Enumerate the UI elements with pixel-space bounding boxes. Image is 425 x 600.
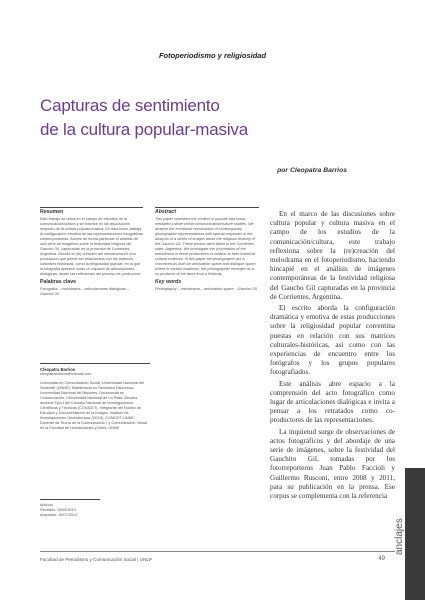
keywords-heading: Palabras clave	[40, 279, 77, 285]
author-info	[40, 367, 150, 431]
author-bio: Licenciada en Comunicación Social, Universidad Nacional del Nordeste (UNNE). Maestranda en Semiótica Discursiva, Universidad Nacional de Misiones. Doctoranda en Comunicación, Universidad Nacional de La Plata. Becaria doctoral Tipo I del Consejo Nacional de Investigaciones Científicas y Técnicas (CONICET). Integrante del Núcleo de Estudios y Documentación de la Imagen, Instituto de Investigaciones Geohistóricas (IIGHI), CONICET-UNNE. Docente de Teoría de la Comunicación I y Comunicación Visual en la Facultad de Humanidades y Artes, UNNE.	[40, 381, 147, 430]
rule-abstract	[155, 207, 259, 208]
body-paragraph: Este análisis abre espacio a la comprensión del acto fotográfico como lugar de articulaciones dialógicas e invita a pensar a los retratados como co-productores de las representaciones.	[270, 379, 395, 425]
footer-rule	[40, 551, 395, 552]
page-number: 49	[378, 556, 385, 562]
resumen-heading: Resumen	[40, 209, 64, 215]
rule-dates	[40, 499, 100, 500]
key-words-heading: Key words	[155, 279, 182, 285]
key-words-text: Photography – melodrama – articulation space – Gaucho Gil	[155, 287, 257, 291]
abstract-heading: Abstract	[155, 209, 177, 215]
author-email: cleopatrabarrios@hotmail.com	[40, 372, 92, 376]
article-dates	[40, 503, 77, 518]
body-column	[270, 210, 395, 503]
footer-institution: Facultad de Periodismo y Comunicación Social | UNLP	[40, 557, 153, 562]
rule-author-info	[40, 363, 150, 364]
side-tab-bar	[405, 468, 425, 600]
side-tab-label: anclajes	[394, 518, 405, 555]
abstract-text: This paper considers the context of popular and mass-mediated culture within communication/culture studies. We analyse the emotional construction of contemporary photographic representations with special emphasis in the analysis of a series of images about the religious festivity of the Gaucho Gil. These photos were taken in the Corrientes state, Argentina. We investigate the (re)creation of the melodrama in these productions in relation to their historical cultural matrices. In this paper the photographic act is conceived as both an articulation space and dialogue space, where in certain instances, the photographer emerges as a co-producer of the fame from a fiestivity.	[155, 217, 257, 276]
date-received: Recibido: 15/05/2013	[40, 508, 76, 512]
body-paragraph: En el marco de las discusiones sobre cultura popular y cultura masiva en el campo de los estudios de la comunicación/cultura, este trabajo reflexiona sobre la (re)creación del melodrama en el fotoperiodismo, haciendo hincapié en el análisis de imágenes contemporáneas de la festividad religiosa del Gaucho Gil capturadas en la provincia de Corrientes, Argentina.	[270, 210, 395, 301]
title-line-1: Capturas de sentimiento	[40, 96, 220, 115]
keywords-text: Fotografía – melodrama – articulaciones dialógicas – Gaucho Gil	[40, 287, 130, 296]
dates-label: Artículo	[40, 503, 53, 507]
side-tab	[391, 497, 407, 557]
body-paragraph: La inquietud surge de observaciones de actos fotográficos y del abordaje de una serie de imágenes, sobre la festividad del Gauchito Gil, tomadas por los fotorreporteros Juan Pablo Faccioli y Guillermo Rusconi, entre 2008 y 2011, para su publicación en la prensa. Ese corpus se complementa con la referencia	[270, 427, 395, 501]
article-title	[40, 94, 248, 142]
author-name: Cleopatra Barrios	[40, 367, 76, 372]
resumen-column	[40, 210, 143, 300]
resumen-text: Este trabajo se ubica en el campo de estudios de la comunicación/cultura y se inscribe en las discusiones respecto de la cultura popular-masiva. En esta línea, trabaja la configuración emotiva de las representaciones fotográficas contemporáneas. Asume de forma particular el análisis de una serie de imágenes sobre la festividad religiosa del Gaucho Gil, capturadas en la provincia de Corrientes, Argentina. Aborda la (re) creación del melodrama en una producción que puede ser relacionada con las matrices culturales históricas, como la religiosidad popular, en la que la fotografía aparece como un espacio de articulaciones dialógicas, desde las reflexiones del proceso de producción.	[40, 217, 143, 276]
author-byline: por Cleopatra Barrios	[277, 167, 347, 174]
rule-resumen	[40, 207, 143, 208]
title-line-2: de la cultura popular-masiva	[40, 120, 248, 139]
section-label: Fotoperiodismo y religiosidad	[158, 51, 267, 60]
body-paragraph: El escrito aborda la configuración dramática y emotiva de estas producciones sobre la religiosidad popular correntina puestas en relación con sus matrices culturales-históricas, así como con las experiencias de encuentro entre los fotógrafos y los grupos populares fotografiados.	[270, 304, 395, 377]
date-accepted: Aceptado: 15/07/2013	[40, 513, 78, 517]
abstract-column	[155, 210, 259, 295]
